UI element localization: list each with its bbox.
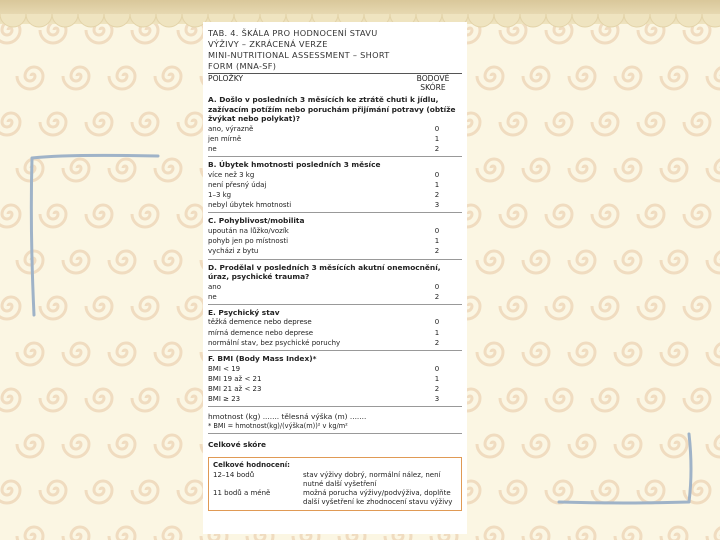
option-label: ano, výrazně	[208, 124, 254, 133]
option-row	[208, 200, 462, 210]
option-score: 0	[434, 124, 440, 133]
option-row	[208, 144, 462, 154]
option-label: BMI ≥ 23	[208, 395, 241, 404]
option-label: více než 3 kg	[208, 170, 255, 179]
swirl-ornament	[500, 113, 526, 135]
question-section	[208, 95, 462, 154]
swirl-ornament	[132, 389, 158, 411]
swirl-ornament	[500, 389, 526, 411]
option-row	[208, 180, 462, 190]
question-text: A. Došlo v posledních 3 měsících ke ztrátě chuti k jídlu, zažívacím potížím nebo poruchám přijímání potravy (obtíže žvýkat nebo polykat)?	[208, 95, 456, 123]
option-label: ano	[208, 282, 222, 291]
title-line: MINI-NUTRITIONAL ASSESSMENT – SHORT	[208, 50, 390, 60]
option-row	[208, 394, 462, 404]
swirl-ornament	[592, 113, 618, 135]
total-score-label: Celkové skóre	[208, 440, 267, 450]
option-row	[208, 282, 462, 292]
swirl-ornament	[707, 343, 720, 365]
swirl-ornament	[661, 159, 687, 181]
option-score: 0	[434, 364, 440, 373]
question-text: D. Prodělal v posledních 3 měsících akutní onemocnění, úraz, psychické trauma?	[208, 262, 441, 282]
swirl-ornament	[684, 389, 710, 411]
evaluation-row	[213, 471, 457, 489]
swirl-ornament	[155, 527, 181, 540]
option-label: pohyb jen po místnosti	[208, 237, 289, 246]
right-bracket-decoration	[555, 430, 695, 510]
swirl-ornament	[546, 113, 572, 135]
swirl-ornament	[500, 205, 526, 227]
divider	[208, 433, 462, 434]
swirl-ornament	[63, 435, 89, 457]
swirl-ornament	[661, 67, 687, 89]
option-label: těžká demence nebo deprese	[208, 318, 312, 327]
table-title	[208, 28, 462, 72]
scallop-arc	[104, 14, 130, 27]
question-text: E. Psychický stav	[208, 307, 280, 317]
question-section	[208, 216, 462, 256]
option-row	[208, 226, 462, 236]
evaluation-heading: Celkové hodnocení:	[213, 461, 290, 470]
option-score: 1	[434, 374, 440, 383]
swirl-ornament	[17, 527, 43, 540]
swirl-ornament	[155, 67, 181, 89]
swirl-ornament	[178, 481, 204, 503]
option-score: 0	[434, 226, 440, 235]
option-score: 2	[434, 144, 440, 153]
scallop-arc	[520, 14, 546, 27]
swirl-ornament	[178, 389, 204, 411]
option-score: 0	[434, 318, 440, 327]
mna-sf-table-document	[203, 22, 467, 534]
option-score: 0	[434, 282, 440, 291]
scallop-arc	[130, 14, 156, 27]
option-score: 1	[434, 134, 440, 143]
evaluation-range: 12–14 bodů	[213, 470, 255, 479]
swirl-ornament	[40, 389, 66, 411]
swirl-ornament	[661, 343, 687, 365]
swirl-ornament	[132, 481, 158, 503]
option-row	[208, 236, 462, 246]
question-section	[208, 263, 462, 302]
option-row	[208, 374, 462, 384]
swirl-ornament	[500, 481, 526, 503]
swirl-ornament	[684, 113, 710, 135]
swirl-ornament	[477, 251, 503, 273]
swirl-ornament	[178, 297, 204, 319]
swirl-ornament	[109, 435, 135, 457]
swirl-ornament	[477, 527, 503, 540]
swirl-ornament	[638, 389, 664, 411]
option-label: ne	[208, 292, 217, 301]
swirl-ornament	[477, 343, 503, 365]
swirl-ornament	[155, 435, 181, 457]
swirl-ornament	[592, 297, 618, 319]
option-score: 2	[434, 191, 440, 200]
evaluation-text: možná porucha výživy/podvýživa, doplňte další vyšetření ke zhodnocení stavu výživy	[303, 488, 453, 507]
option-row	[208, 328, 462, 338]
swirl-ornament	[40, 113, 66, 135]
option-row	[208, 190, 462, 200]
swirl-ornament	[615, 67, 641, 89]
swirl-ornament	[63, 67, 89, 89]
swirl-ornament	[86, 389, 112, 411]
swirl-ornament	[707, 159, 720, 181]
swirl-ornament	[0, 297, 20, 319]
swirl-ornament	[86, 481, 112, 503]
footer-measurements: hmotnost (kg) ....... tělesná výška (m) .......	[208, 412, 367, 422]
question-section	[208, 308, 462, 348]
swirl-ornament	[0, 481, 20, 503]
swirl-ornament	[638, 297, 664, 319]
swirl-ornament	[523, 67, 549, 89]
option-score: 0	[434, 170, 440, 179]
swirl-ornament	[17, 435, 43, 457]
scallop-arc	[624, 14, 650, 27]
swirl-ornament	[684, 205, 710, 227]
divider	[208, 304, 462, 305]
option-label: BMI 21 až < 23	[208, 384, 262, 393]
swirl-ornament	[569, 251, 595, 273]
option-row	[208, 170, 462, 180]
scallop-arc	[650, 14, 676, 27]
swirl-ornament	[17, 343, 43, 365]
divider	[208, 156, 462, 157]
swirl-ornament	[86, 113, 112, 135]
question-sections	[208, 95, 462, 404]
swirl-ornament	[546, 297, 572, 319]
evaluation-text: stav výživy dobrý, normální nález, není nutné další vyšetření	[303, 470, 441, 488]
option-score: 1	[434, 180, 440, 189]
swirl-ornament	[17, 67, 43, 89]
question-text: B. Úbytek hmotnosti posledních 3 měsíce	[208, 160, 381, 170]
option-score: 2	[434, 247, 440, 256]
option-label: 1–3 kg	[208, 191, 232, 200]
scallop-arc	[26, 14, 52, 27]
question-text: F. BMI (Body Mass Index)*	[208, 354, 317, 364]
swirl-ornament	[40, 481, 66, 503]
swirl-ornament	[523, 159, 549, 181]
header-score: BODOVÉ SKÓRE	[416, 74, 450, 92]
swirl-ornament	[592, 205, 618, 227]
evaluation-row	[213, 489, 457, 507]
swirl-ornament	[707, 67, 720, 89]
option-label: mírná demence nebo deprese	[208, 328, 314, 337]
scallop-arc	[702, 14, 720, 27]
divider	[208, 350, 462, 351]
swirl-ornament	[109, 67, 135, 89]
option-label: vycházi z bytu	[208, 247, 259, 256]
option-score: 2	[434, 338, 440, 347]
scallop-arc	[494, 14, 520, 27]
swirl-ornament	[569, 67, 595, 89]
evaluation-range: 11 bodů a méně	[213, 488, 271, 497]
swirl-ornament	[615, 527, 641, 540]
table-header	[208, 75, 462, 92]
option-row	[208, 246, 462, 256]
swirl-ornament	[523, 435, 549, 457]
option-label: BMI < 19	[208, 364, 241, 373]
option-row	[208, 317, 462, 327]
question-section	[208, 354, 462, 404]
option-row	[208, 124, 462, 134]
scallop-arc	[598, 14, 624, 27]
swirl-ornament	[523, 343, 549, 365]
divider	[208, 406, 462, 407]
option-score: 3	[434, 201, 440, 210]
swirl-ornament	[500, 297, 526, 319]
swirl-ornament	[0, 205, 20, 227]
swirl-ornament	[477, 67, 503, 89]
swirl-ornament	[523, 251, 549, 273]
question-text: C. Pohyblivost/mobilita	[208, 216, 305, 226]
swirl-ornament	[615, 251, 641, 273]
swirl-ornament	[178, 113, 204, 135]
swirl-ornament	[155, 343, 181, 365]
swirl-ornament	[707, 527, 720, 540]
option-score: 1	[434, 237, 440, 246]
footer-bmi-formula: * BMI = hmotnost(kg)/(výška(m))² v kg/m²	[208, 422, 348, 431]
scallop-arc	[0, 14, 26, 27]
swirl-ornament	[523, 527, 549, 540]
swirl-ornament	[569, 343, 595, 365]
swirl-ornament	[661, 251, 687, 273]
evaluation-box	[208, 457, 462, 511]
scallop-arc	[546, 14, 572, 27]
scallop-arc	[572, 14, 598, 27]
option-label: upoután na lůžko/vozík	[208, 226, 289, 235]
swirl-ornament	[569, 159, 595, 181]
title-line: VÝŽIVY – ZKRÁCENÁ VERZE	[208, 39, 328, 49]
swirl-ornament	[661, 527, 687, 540]
swirl-ornament	[109, 343, 135, 365]
divider	[208, 259, 462, 260]
option-label: BMI 19 až < 21	[208, 374, 262, 383]
swirl-ornament	[546, 205, 572, 227]
option-label: nebyl úbytek hmotnosti	[208, 201, 292, 210]
swirl-ornament	[707, 435, 720, 457]
scallop-arc	[676, 14, 702, 27]
swirl-ornament	[707, 251, 720, 273]
swirl-ornament	[546, 389, 572, 411]
option-label: normální stav, bez psychické poruchy	[208, 338, 341, 347]
scallop-arc	[156, 14, 182, 27]
swirl-ornament	[0, 389, 20, 411]
title-line: TAB. 4. ŠKÁLA PRO HODNOCENÍ STAVU	[208, 28, 378, 38]
option-score: 3	[434, 395, 440, 404]
swirl-ornament	[109, 527, 135, 540]
header-item: POLOŽKY	[208, 74, 244, 83]
option-label: ne	[208, 144, 217, 153]
swirl-ornament	[684, 297, 710, 319]
option-row	[208, 338, 462, 348]
swirl-ornament	[0, 113, 20, 135]
title-line: FORM (MNA-SF)	[208, 61, 277, 71]
option-score: 1	[434, 328, 440, 337]
swirl-ornament	[638, 113, 664, 135]
option-score: 2	[434, 384, 440, 393]
option-row	[208, 364, 462, 374]
option-row	[208, 292, 462, 302]
swirl-ornament	[477, 159, 503, 181]
swirl-ornament	[638, 205, 664, 227]
swirl-ornament	[477, 435, 503, 457]
option-label: jen mírně	[208, 134, 242, 143]
option-label: není přesný údaj	[208, 180, 267, 189]
swirl-ornament	[592, 389, 618, 411]
swirl-ornament	[63, 343, 89, 365]
swirl-ornament	[615, 343, 641, 365]
left-bracket-decoration	[28, 150, 168, 320]
option-score: 2	[434, 292, 440, 301]
scallop-arc	[78, 14, 104, 27]
swirl-ornament	[569, 527, 595, 540]
option-row	[208, 134, 462, 144]
swirl-ornament	[615, 159, 641, 181]
swirl-ornament	[63, 527, 89, 540]
question-section	[208, 160, 462, 210]
scallop-arc	[52, 14, 78, 27]
swirl-ornament	[178, 205, 204, 227]
swirl-ornament	[132, 113, 158, 135]
scallop-arc	[468, 14, 494, 27]
option-row	[208, 384, 462, 394]
divider	[208, 212, 462, 213]
